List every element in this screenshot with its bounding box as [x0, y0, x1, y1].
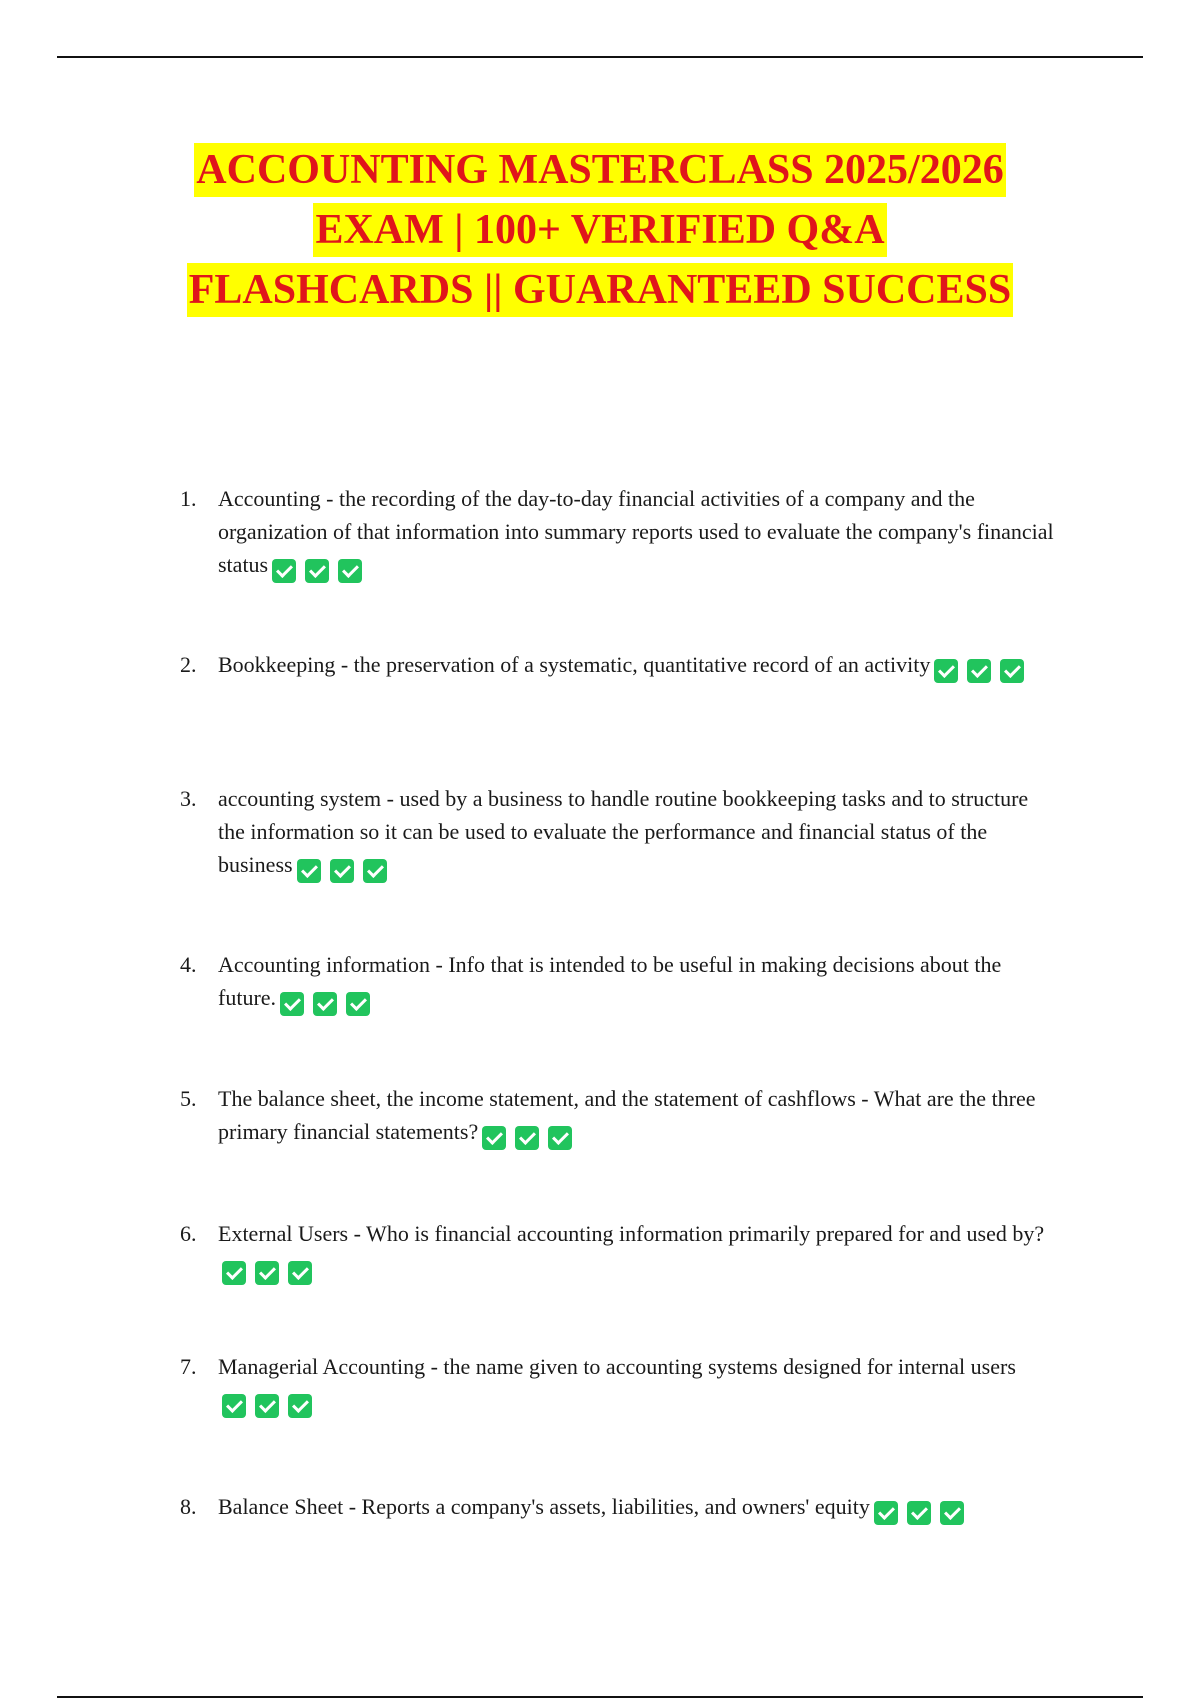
list-item [180, 1217, 1060, 1287]
check-icon [313, 992, 337, 1016]
check-icon [288, 1261, 312, 1285]
check-icon [255, 1261, 279, 1285]
check-icon [297, 859, 321, 883]
item-number: 6. [180, 1221, 197, 1246]
check-icon [305, 559, 329, 583]
list-item [180, 1082, 1060, 1152]
check-group [297, 852, 396, 885]
list-item [180, 648, 1060, 685]
list-item [180, 482, 1060, 585]
check-icon [515, 1126, 539, 1150]
check-icon [346, 992, 370, 1016]
check-icon [874, 1501, 898, 1525]
item-text: Managerial Accounting - the name given to accounting systems designed for internal users [218, 1354, 1016, 1379]
check-group [934, 652, 1033, 685]
item-text: accounting system - used by a business to handle routine bookkeeping tasks and to structure the information so it can be used to evaluate the performance and financial status of the business [218, 786, 1029, 877]
check-group [874, 1494, 973, 1527]
check-icon [1000, 659, 1024, 683]
title-line-2: EXAM | 100+ VERIFIED Q&A [313, 203, 886, 257]
check-group [222, 1387, 321, 1420]
item-text: External Users - Who is financial accounting information primarily prepared for and used by? [218, 1221, 1045, 1246]
check-icon [338, 559, 362, 583]
list-item [180, 782, 1060, 885]
check-group [482, 1119, 581, 1152]
check-icon [280, 992, 304, 1016]
item-text: Accounting information - Info that is intended to be useful in making decisions about the future. [218, 952, 1002, 1010]
item-number: 8. [180, 1494, 197, 1519]
item-text: Balance Sheet - Reports a company's assets, liabilities, and owners' equity [218, 1494, 870, 1519]
check-icon [255, 1394, 279, 1418]
top-rule [57, 56, 1143, 58]
check-icon [363, 859, 387, 883]
check-group [272, 552, 371, 585]
check-icon [330, 859, 354, 883]
item-text: The balance sheet, the income statement, and the statement of cashflows - What are the three primary financial statements? [218, 1086, 1036, 1144]
check-icon [288, 1394, 312, 1418]
check-icon [967, 659, 991, 683]
check-icon [907, 1501, 931, 1525]
item-number: 1. [180, 486, 197, 511]
check-group [222, 1254, 321, 1287]
list-item [180, 1490, 1060, 1527]
item-text: Bookkeeping - the preservation of a systematic, quantitative record of an activity [218, 652, 931, 677]
item-number: 4. [180, 952, 197, 977]
check-icon [548, 1126, 572, 1150]
check-icon [222, 1394, 246, 1418]
check-icon [482, 1126, 506, 1150]
check-icon [272, 559, 296, 583]
check-icon [934, 659, 958, 683]
check-icon [940, 1501, 964, 1525]
document-title [60, 140, 1140, 320]
title-line-3: FLASHCARDS || GUARANTEED SUCCESS [187, 263, 1014, 317]
item-text: Accounting - the recording of the day-to-day financial activities of a company and the organization of that information into summary reports used to evaluate the company's financial status [218, 486, 1054, 577]
list-item [180, 1350, 1060, 1420]
title-line-1: ACCOUNTING MASTERCLASS 2025/2026 [194, 143, 1005, 197]
item-number: 3. [180, 786, 197, 811]
item-number: 5. [180, 1086, 197, 1111]
list-item [180, 948, 1060, 1018]
item-number: 7. [180, 1354, 197, 1379]
check-group [280, 985, 379, 1018]
bottom-rule [57, 1696, 1143, 1698]
check-icon [222, 1261, 246, 1285]
item-number: 2. [180, 652, 197, 677]
